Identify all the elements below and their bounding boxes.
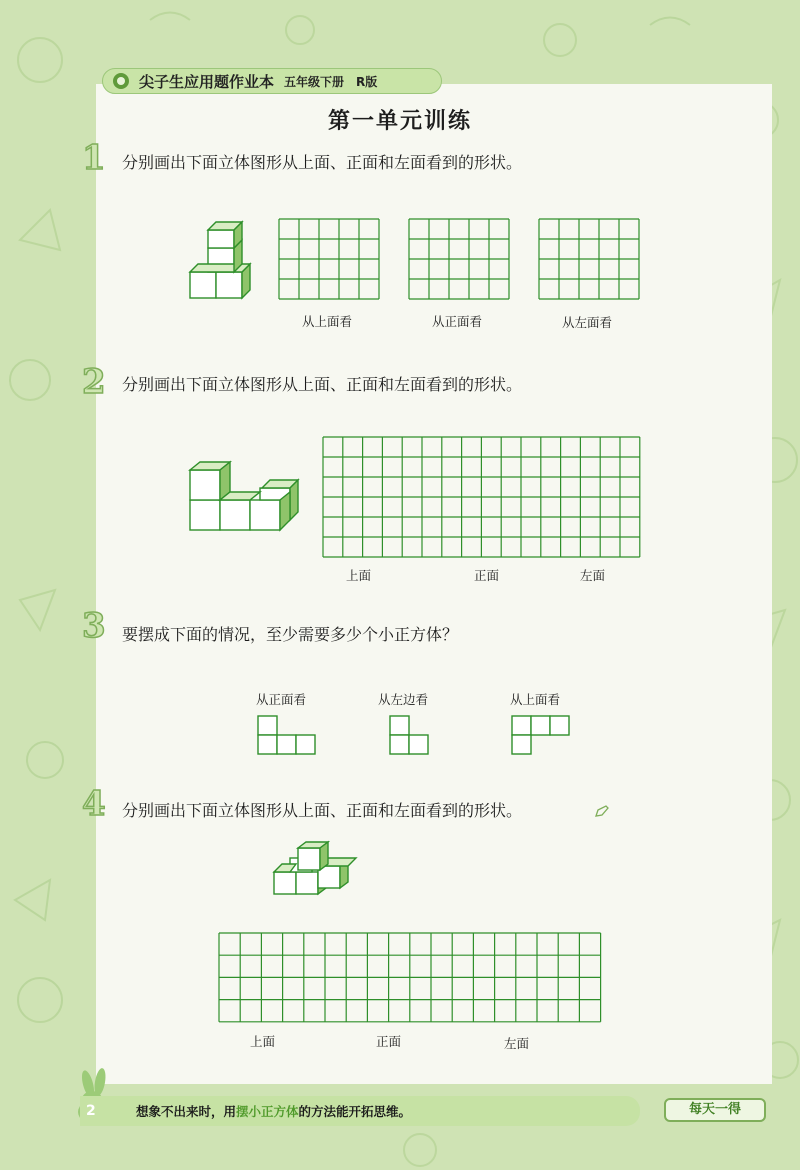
q2-label-front: 正面 (474, 568, 500, 583)
q2-label-top: 上面 (346, 568, 372, 583)
question-text-3: 要摆成下面的情况，至少需要多少个小正方体？ (122, 625, 459, 644)
tip-text-end: 的方法能开拓思维。 (298, 1104, 412, 1119)
q1-label-top: 从上面看 (302, 314, 353, 329)
q1-label-left: 从左面看 (562, 315, 613, 330)
q4-label-left: 左面 (504, 1036, 530, 1051)
q2-label-left: 左面 (580, 568, 606, 583)
question-number-1: 1 (82, 138, 106, 178)
q4-grid (218, 932, 604, 1024)
q1-label-front: 从正面看 (432, 314, 483, 329)
question-text-4: 分别画出下面立体图形从上面、正面和左面看到的形状。 (122, 801, 523, 820)
q3-label-top: 从上面看 (510, 692, 561, 707)
q3-label-front: 从正面看 (256, 692, 307, 707)
book-subtitle: 五年级下册 R版 (284, 74, 378, 89)
question-number-4: 4 (82, 784, 106, 824)
q4-label-front: 正面 (376, 1034, 402, 1049)
q3-label-left: 从左边看 (378, 692, 429, 707)
tip-text-highlight: 摆小正方体 (236, 1104, 299, 1119)
page-number: 2 (86, 1103, 96, 1119)
footer-tip (136, 1102, 411, 1120)
tip-text-start: 想象不出来时，用 (136, 1104, 237, 1119)
q4-label-top: 上面 (250, 1034, 276, 1049)
question-number-3: 3 (82, 606, 106, 646)
unit-title: 第一单元训练 (327, 108, 472, 134)
daily-badge: 每天一得 (664, 1098, 766, 1122)
question-text-2: 分别画出下面立体图形从上面、正面和左面看到的形状。 (122, 375, 523, 394)
book-title: 尖子生应用题作业本 (139, 72, 275, 91)
question-number-2: 2 (82, 362, 106, 402)
question-text-1: 分别画出下面立体图形从上面、正面和左面看到的形状。 (122, 153, 523, 172)
